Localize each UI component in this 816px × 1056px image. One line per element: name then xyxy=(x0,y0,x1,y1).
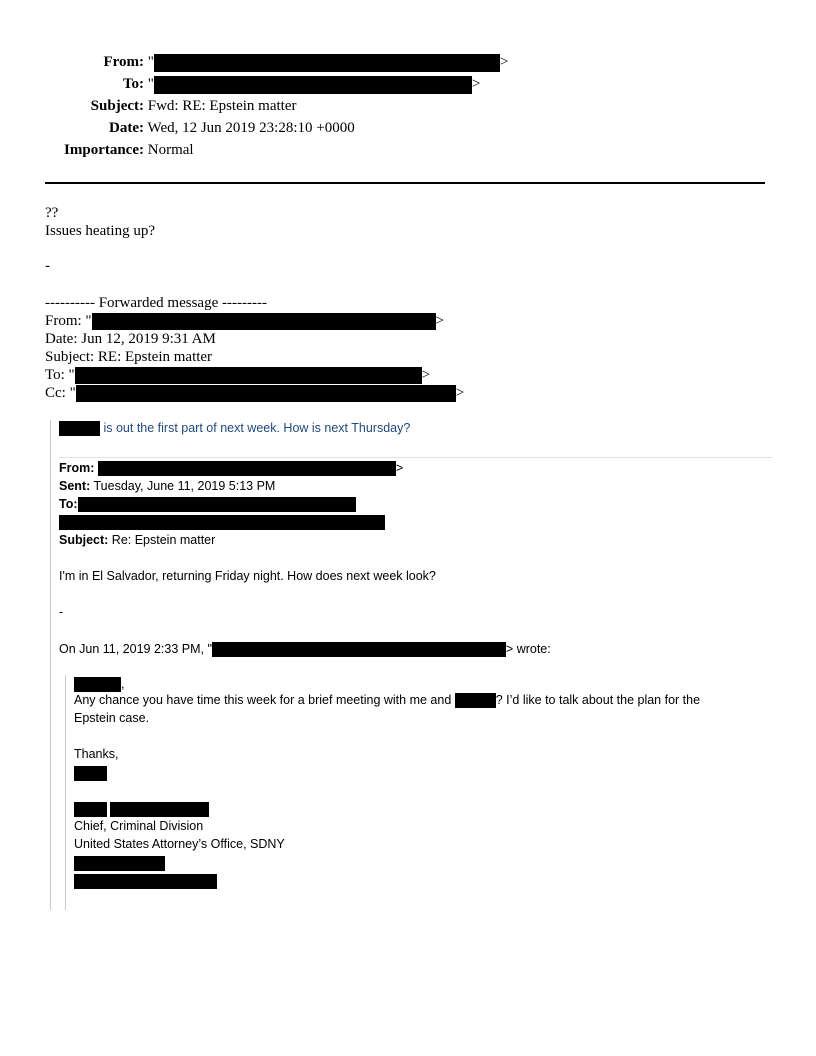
redaction-block xyxy=(98,461,396,476)
redaction-block xyxy=(59,421,100,436)
inner-signature-office: United States Attorney’s Office, SDNY xyxy=(74,837,285,851)
quoted-on-prefix: On Jun 11, 2019 2:33 PM, " xyxy=(59,642,212,656)
reply-line xyxy=(59,421,410,436)
body-dash: - xyxy=(45,258,50,274)
forwarded-from-suffix: > xyxy=(435,313,445,329)
quoted-from-suffix: > xyxy=(395,461,404,475)
header-subject-label: Subject: xyxy=(90,98,144,114)
quoted-from-row xyxy=(59,461,403,476)
quoted-on-wrote-row xyxy=(59,642,551,657)
forwarded-subject: Subject: RE: Epstein matter xyxy=(45,349,213,365)
header-from-suffix: > xyxy=(499,54,509,70)
header-subject-value: Fwd: RE: Epstein matter xyxy=(147,98,297,114)
header-to-label: To: xyxy=(122,76,144,92)
inner-line1-part1: Any chance you have time this week for a brief meeting with me and xyxy=(74,693,455,707)
inner-greeting-comma: , xyxy=(121,677,125,691)
header-subject-row xyxy=(0,96,296,116)
header-from-label: From: xyxy=(103,54,144,70)
redaction-block xyxy=(59,515,385,530)
inner-signoff-redacted xyxy=(74,766,107,781)
body-line-question-marks: ?? xyxy=(45,205,59,221)
quoted-sent-row xyxy=(59,479,275,493)
reply-text: is out the first part of next week. How is next Thursday? xyxy=(100,421,411,435)
header-from-quote: " xyxy=(147,54,154,70)
outer-quote-bar xyxy=(50,420,51,910)
quoted-separator xyxy=(59,457,772,458)
header-importance-value: Normal xyxy=(147,142,194,158)
redaction-block xyxy=(92,313,436,330)
header-importance-label: Importance: xyxy=(64,142,144,158)
header-date-row xyxy=(0,118,355,138)
inner-signature-name xyxy=(74,802,209,817)
forwarded-from-label: From: " xyxy=(45,313,92,329)
inner-signature-title: Chief, Criminal Division xyxy=(74,819,204,833)
forwarded-to-row xyxy=(45,367,430,384)
redaction-block xyxy=(110,802,209,817)
redaction-block xyxy=(74,677,121,692)
redaction-block xyxy=(74,766,107,781)
header-date-label: Date: xyxy=(109,120,144,136)
forwarded-divider: ---------- Forwarded message --------- xyxy=(45,295,267,311)
forwarded-cc-row xyxy=(45,385,464,402)
header-to-row xyxy=(0,74,480,94)
inner-thanks: Thanks, xyxy=(74,747,119,761)
forwarded-to-suffix: > xyxy=(421,367,431,383)
header-to-quote: " xyxy=(147,76,154,92)
quoted-sent-label: Sent: xyxy=(59,479,91,493)
inner-line2: Epstein case. xyxy=(74,711,150,725)
inner-line1-part2: ? I’d like to talk about the plan for the xyxy=(495,693,701,707)
quoted-body-line: I'm in El Salvador, returning Friday night. How does next week look? xyxy=(59,569,436,583)
redaction-block xyxy=(212,642,506,657)
redaction-block xyxy=(75,367,422,384)
redaction-block xyxy=(74,856,165,871)
header-to-suffix: > xyxy=(471,76,481,92)
redaction-block xyxy=(455,693,496,708)
header-from-row xyxy=(0,52,508,72)
inner-signature-redacted-1 xyxy=(74,856,165,871)
forwarded-cc-suffix: > xyxy=(455,385,465,401)
quoted-to-row xyxy=(59,497,356,512)
inner-line1 xyxy=(74,693,700,708)
quoted-subject-row xyxy=(59,533,215,547)
inner-quote-bar xyxy=(65,675,66,910)
forwarded-date: Date: Jun 12, 2019 9:31 AM xyxy=(45,331,216,347)
quoted-to-row-continued xyxy=(59,515,385,530)
quoted-body-dash: - xyxy=(59,605,64,619)
quoted-on-suffix: > wrote: xyxy=(505,642,551,656)
quoted-subject-value: Re: Epstein matter xyxy=(108,533,216,547)
quoted-subject-label: Subject: xyxy=(59,533,109,547)
forwarded-from-row xyxy=(45,313,444,330)
forwarded-cc-label: Cc: " xyxy=(45,385,76,401)
forwarded-to-label: To: " xyxy=(45,367,75,383)
header-date-value: Wed, 12 Jun 2019 23:28:10 +0000 xyxy=(147,120,355,136)
quoted-from-label: From: xyxy=(59,461,95,475)
inner-greeting-row xyxy=(74,677,124,692)
redaction-block xyxy=(78,497,356,512)
quoted-sent-value: Tuesday, June 11, 2019 5:13 PM xyxy=(90,479,276,493)
redaction-block xyxy=(154,76,472,94)
header-importance-row xyxy=(0,140,194,160)
redaction-block xyxy=(76,385,456,402)
header-divider xyxy=(45,182,765,184)
redaction-block xyxy=(74,874,217,889)
inner-signature-redacted-2 xyxy=(74,874,217,889)
body-line-issues: Issues heating up? xyxy=(45,223,155,239)
redaction-block xyxy=(154,54,500,72)
quoted-to-label: To: xyxy=(59,497,78,511)
redaction-block xyxy=(74,802,107,817)
